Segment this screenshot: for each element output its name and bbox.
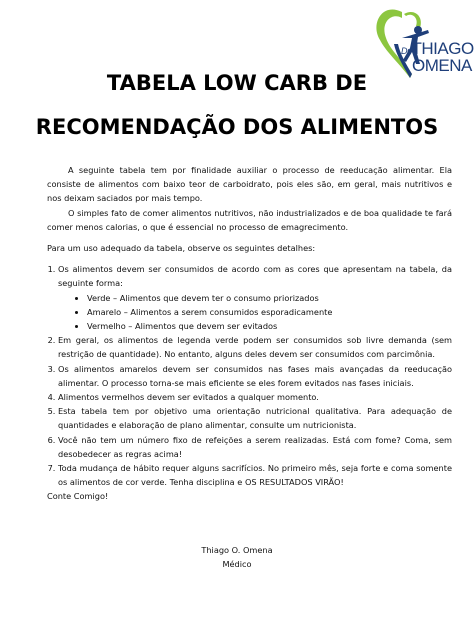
list-item (58, 262, 452, 333)
legend-red: • Vermelho – Alimentos que devem ser evitados (87, 319, 452, 333)
color-legend-list (58, 291, 452, 334)
legend-green: • Verde – Alimentos que devem ter o consumo priorizados (87, 291, 452, 305)
signature-name: Thiago O. Omena (201, 545, 273, 555)
legend-yellow: • Amarelo – Alimentos a serem consumidos esporadicamente (87, 305, 452, 319)
signature (0, 543, 474, 571)
signature-title: Médico (222, 559, 252, 569)
document-body (47, 163, 452, 504)
page-title-line2: RECOMENDAÇÃO DOS ALIMENTOS (35, 115, 439, 139)
paragraph-1: A seguinte tabela tem por finalidade auxiliar o processo de reeducação alimentar. Ela consiste de alimentos com baixo teor de carboidrato, pois eles são, em geral, mais nutritivos e nos deixam saciados por mais tempo. (47, 165, 452, 204)
list-item-text: Os alimentos devem ser consumidos de acordo com as cores que apresentam na tabela, da seguinte forma: (58, 264, 452, 289)
list-intro: Para um uso adequado da tabela, observe os seguintes detalhes: (47, 243, 316, 254)
logo-figure-arc (404, 12, 421, 28)
list-item: 3. Os alimentos amarelos devem ser consumidos nas fases mais avançadas da reeducação alimentar. O processo torna-se mais eficiente se eles forem evitados nas fases iniciais. (58, 362, 452, 390)
logo-name-line1: THIAGO (411, 39, 474, 58)
list-item: 7. Toda mudança de hábito requer alguns sacrifícios. No primeiro mês, seja forte e coma somente os alimentos de cor verde. Tenha disciplina e OS RESULTADOS VIRÃO! (58, 461, 452, 489)
logo-name-line2: OMENA (412, 56, 472, 75)
details-list (47, 262, 452, 489)
list-item: 2. Em geral, os alimentos de legenda verde podem ser consumidos sob livre demanda (sem restrição de quantidade). No entanto, alguns deles devem ser consumidos com parcimônia. (58, 333, 452, 361)
paragraph-2: O simples fato de comer alimentos nutritivos, não industrializados e de boa qualidade te fará comer menos calorias, o que é essencial no processo de emagrecimento. (47, 207, 452, 232)
list-item: 4. Alimentos vermelhos devem ser evitados a qualquer momento. (58, 390, 452, 404)
list-item: 5. Esta tabela tem por objetivo uma orientação nutricional qualitativa. Para adequação de quantidades e elaboração de plano alimentar, consulte um nutricionista. (58, 404, 452, 432)
logo-text (401, 39, 474, 75)
closing-text: Conte Comigo! (47, 491, 109, 502)
page-title-line1: TABELA LOW CARB DE (106, 71, 368, 95)
list-item: 6. Você não tem um número fixo de refeições a serem realizadas. Está com fome? Coma, sem desobedecer as regras acima! (58, 433, 452, 461)
logo-prefix: Dr (401, 46, 410, 56)
